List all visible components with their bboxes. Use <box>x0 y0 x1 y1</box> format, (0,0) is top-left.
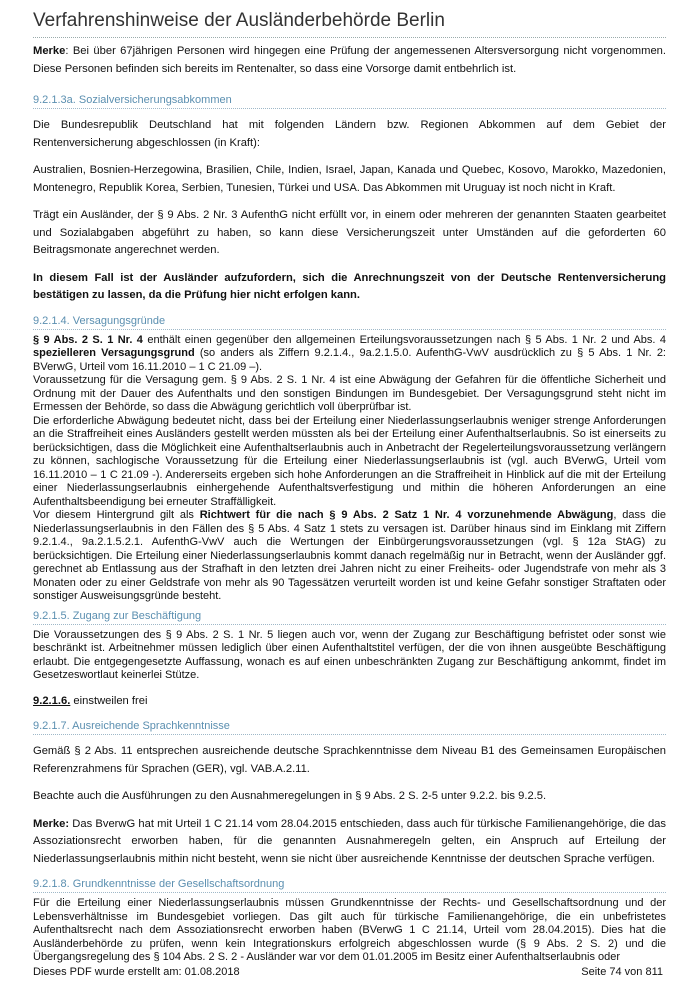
merke-paragraph <box>33 43 666 78</box>
paragraph: Für die Erteilung einer Niederlassungserlaubnis müssen Grundkenntnisse der Rechts- und Gesellschaftsordnung und der Lebensverhältnisse im Bundesgebiet vorliegen. Das gilt auch für türkische Familienangehörige, die ein unbefristetes Aufenthaltsrecht nach dem Assoziationsrecht erworben haben (BVerwG 1 C 21.14, Urteil vom 28.04.2015). Dies hat die Ausländerbehörde zu prüfen, wenn kein Integrationskurs erfolgreich abgeschlossen wurde (§ 9 Abs. 2 S. 2) und die Übergangsregelung des § 104 Abs. 2 S. 2 - Ausländer war vor dem 01.01.2005 im Besitz einer Aufenthaltserlaubnis oder <box>33 897 666 963</box>
paragraph-bold: In diesem Fall ist der Ausländer aufzufordern, sich die Anrechnungszeit von der Deutsche Rentenversicherung bestätigen zu lassen, da die Prüfung hier nicht erfolgen kann. <box>33 271 666 301</box>
paragraph: Die erforderliche Abwägung bedeutet nicht, dass bei der Erteilung einer Niederlassungserlaubnis weniger strenge Anforderungen an die Straffreiheit eines Ausländers gestellt werden müssten als bei der Erteilung einer Aufenthaltserlaubnis. So ist einerseits zu berücksichtigen, dass die Möglichkeit eine Aufenthaltserlaubnis auch in Anbetracht der Regelerteilungsvoraussetzung verlängern zu können, sachlogische Voraussetzung für die Erteilung einer Niederlassungserlaubnis ist (vgl. auch BVerwG, Urteil vom 16.11.2010 – 1 C 21.09 -). Andererseits ergeben sich hohe Anforderungen an die Straffreiheit in Hinblick auf die mit der Erteilung einer Niederlassungserlaubnis einhergehende Aufenthaltsverfestigung und mithin die höheren Anforderungen an eine Aufenthaltsbeendigung bei erneuter Straffälligkeit. <box>33 414 666 508</box>
paragraph: Australien, Bosnien-Herzegowina, Brasilien, Chile, Indien, Israel, Japan, Kanada und Quebec, Kosovo, Marokko, Mazedonien, Montenegro, Republik Korea, Serbien, Tunesien, Türkei und USA. Das Abkommen mit Uruguay ist noch nicht in Kraft. <box>33 164 666 194</box>
footer-created: Dieses PDF wurde erstellt am: 01.08.2018 <box>33 966 240 978</box>
text: einstweilen frei <box>70 694 148 707</box>
merke-text: : Bei über 67jährigen Personen wird hingegen eine Prüfung der angemessenen Altersversorgung nicht vorgenommen. Diese Personen befinden sich bereits im Rentenalter, so dass eine Vorsorge damit entbehrlich ist. <box>33 45 666 75</box>
paragraph: Die Voraussetzungen des § 9 Abs. 2 S. 1 Nr. 5 liegen auch vor, wenn der Zugang zur Beschäftigung befristet oder sonst wie beschränkt ist. Arbeitnehmer müssen lediglich über einen Aufenthaltstitel verfügen, der die von ihnen ausgeübte Beschäftigung erlaubt. Die entgegengesetzte Auffassung, wonach es auf einen unbeschränkten Zugang zur Beschäftigung ankommt, findet im Gesetzeswortlaut keinerlei Stütze. <box>33 628 666 681</box>
heading-9213a: 9.2.1.3a. Sozialversicherungsabkommen <box>33 94 666 109</box>
bold-text: § 9 Abs. 2 S. 1 Nr. 4 <box>33 333 143 346</box>
document-page <box>33 10 666 965</box>
paragraph <box>33 693 666 711</box>
text: (so anders als Ziffern 9.2.1.4., 9a.2.1.5.0. AufenthG-VwV ausdrücklich zu § 5 Abs. 1 Nr. 2: BVerwG, Urteil vom 16.11.2010 – 1 C 21.09 –). <box>33 347 666 373</box>
heading-9217: 9.2.1.7. Ausreichende Sprachkenntnisse <box>33 720 666 735</box>
paragraph: Die Bundesrepublik Deutschland hat mit folgenden Ländern bzw. Regionen Abkommen auf dem Gebiet der Rentenversicherung abgeschlossen (in Kraft): <box>33 119 666 149</box>
heading-9215: 9.2.1.5. Zugang zur Beschäftigung <box>33 610 666 625</box>
page-title: Verfahrenshinweise der Ausländerbehörde Berlin <box>33 10 666 38</box>
paragraph: Beachte auch die Ausführungen zu den Ausnahmeregelungen in § 9 Abs. 2 S. 2-5 unter 9.2.2. bis 9.2.5. <box>33 790 547 802</box>
paragraph: Gemäß § 2 Abs. 11 entsprechen ausreichende deutsche Sprachkenntnisse dem Niveau B1 des Gemeinsamen Europäischen Referenzrahmens für Sprachen (GER), vgl. VAB.A.2.11. <box>33 745 666 775</box>
text: , dass die Niederlassungserlaubnis in den Fällen des § 5 Abs. 4 Satz 1 stets zu versagen ist. Darüber hinaus sind im Einklang mit Ziffern 9.2.1.4., 9a.2.1.5.2.1. AufenthG-VwV auch die Wertungen der Einbürgerungsvoraussetzungen (vgl. § 12a StAG) zu berücksichtigen. Die Erteilung einer Niederlassungserlaubnis kommt danach regelmäßig nur in Betracht, wenn der Ausländer ggf. gerechnet ab Entlassung aus der Strafhaft in den letzten drei Jahren nicht zu einer Freiheits- oder Jugendstrafe von mehr als 3 Monaten oder zu einer Geldstrafe von mehr als 90 Tagessätzen verurteilt worden ist und keine Gefahr sonstiger Straftaten oder sonstiger Ausweisungsgründe besteht. <box>33 509 666 602</box>
section-label: 9.2.1.6. <box>33 694 71 707</box>
bold-text: Richtwert für die nach § 9 Abs. 2 Satz 1 Nr. 4 vorzunehmende Abwägung <box>199 509 614 521</box>
paragraph <box>33 509 666 604</box>
footer-page-number: Seite 74 von 811 <box>581 966 663 978</box>
heading-9214: 9.2.1.4. Versagungsgründe <box>33 315 666 330</box>
text: Vor diesem Hintergrund gilt als <box>33 509 200 521</box>
bold-text: spezielleren Versagungsgrund <box>33 347 195 359</box>
paragraph: Voraussetzung für die Versagung gem. § 9 Abs. 2 S. 1 Nr. 4 ist eine Abwägung der Gefahren für die öffentliche Sicherheit und Ordnung mit der Dauer des Aufenthalts und den sonstigen Bindungen im Bundesgebiet. Der Versagungsgrund steht nicht im Ermessen der Behörde, so dass die Abwägung gerichtlich voll überprüfbar ist. <box>33 374 666 413</box>
merke-label: Merke: <box>33 817 70 830</box>
merke-label: Merke <box>33 45 66 57</box>
page-footer <box>33 966 663 978</box>
paragraph: Trägt ein Ausländer, der § 9 Abs. 2 Nr. 3 AufenthG nicht erfüllt vor, in einem oder mehreren der genannten Staaten gearbeitet und Sozialabgaben abgeführt zu haben, so kann diese Versicherungszeit unter Umständen auf die geforderten 60 Beitragsmonate angerechnet werden. <box>33 209 666 256</box>
merke-paragraph <box>33 816 666 869</box>
text: enthält einen gegenüber den allgemeinen Erteilungsvoraussetzungen nach § 5 Abs. 1 Nr. 2 und Abs. 4 <box>142 333 667 346</box>
text: Das BverwG hat mit Urteil 1 C 21.14 vom 28.04.2015 entschieden, dass auch für türkische Familienangehörige, die das Assoziationsrecht erworben haben, für die genannten Ausnahmeregeln gelten, ein Anspruch auf Erteilung der Niederlassungserlaubnis mithin nicht besteht, wenn sie nicht über ausreichende Kenntnisse der deutschen Sprache verfügen. <box>33 817 666 865</box>
paragraph <box>33 334 666 375</box>
heading-9218: 9.2.1.8. Grundkenntnisse der Gesellschaftsordnung <box>33 878 666 893</box>
